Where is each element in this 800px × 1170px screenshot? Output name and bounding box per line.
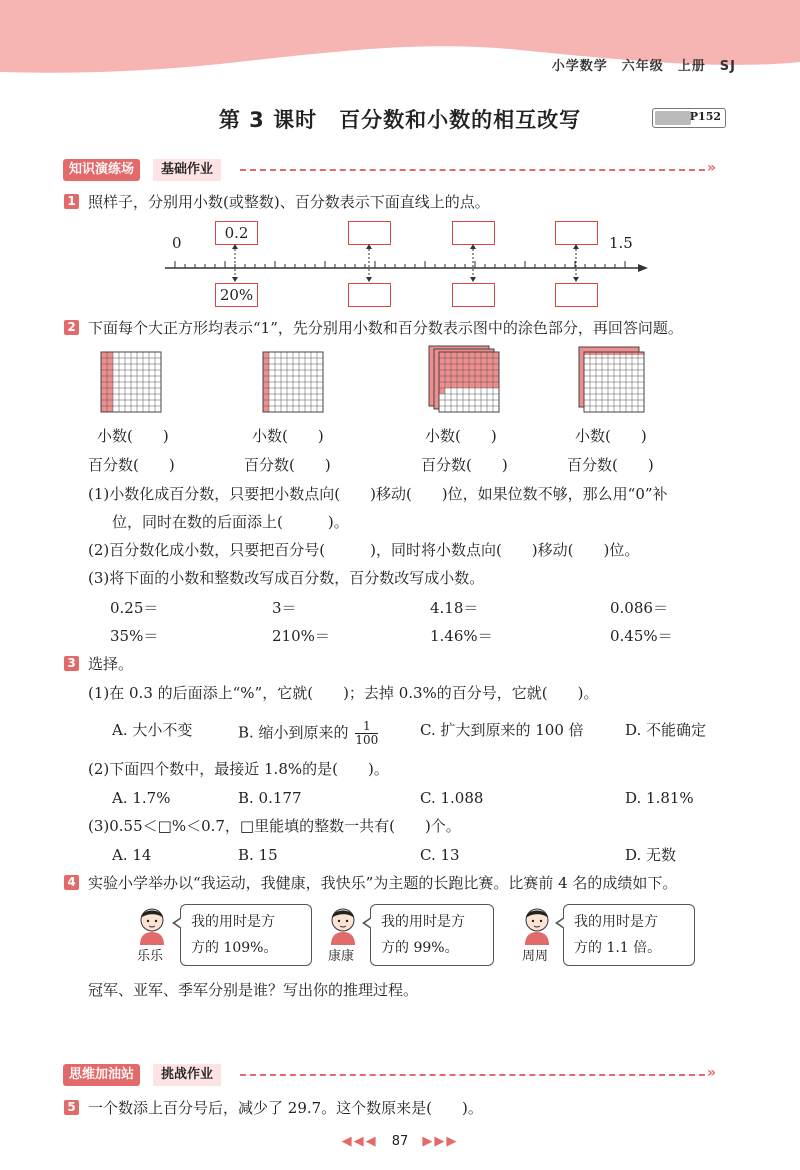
kid-name: 乐乐: [137, 949, 164, 964]
q2-sub3: (3)将下面的小数和整数改写成百分数，百分数改写成小数。: [88, 569, 485, 587]
conversion-item: 0.25＝: [110, 599, 159, 617]
option-d[interactable]: D. 不能确定: [625, 721, 707, 739]
decimal-blank-3[interactable]: 小数( ): [425, 427, 497, 445]
question-2-text: 下面每个大正方形均表示“1”，先分别用小数和百分数表示图中的涂色部分，再回答问题。: [88, 319, 683, 337]
conversion-item: 4.18＝: [430, 599, 479, 617]
q2-sub1-line1: (1)小数化成百分数，只要把小数点向( )移动( )位，如果位数不够，那么用“0”补: [88, 485, 668, 503]
question-number-3: 3: [64, 656, 79, 671]
next-arrows-icon: ▶▶▶: [422, 1134, 459, 1149]
section-divider: [240, 1074, 705, 1076]
grid-square-2: [262, 351, 324, 413]
option-a[interactable]: A. 14: [112, 846, 152, 864]
child-avatar-icon: [519, 905, 555, 947]
percent-blank-1[interactable]: 百分数( ): [88, 456, 175, 474]
decimal-blank-2[interactable]: 小数( ): [252, 427, 324, 445]
speech-bubble: [180, 904, 312, 966]
chevron-right-icon: »: [707, 1065, 717, 1081]
pointer-arrows: [0, 0, 800, 320]
child-avatar-icon: [134, 905, 170, 947]
answer-page: P152: [689, 110, 721, 123]
page-number: 87: [391, 1134, 409, 1149]
section-sub-challenge: 挑战作业: [153, 1064, 221, 1086]
section-tag-challenge: 思维加油站: [63, 1064, 140, 1086]
option-a[interactable]: A. 1.7%: [112, 789, 171, 807]
conversion-item: 210%＝: [272, 627, 330, 645]
example-percent-box: 20%: [215, 283, 258, 307]
child-avatar-icon: [325, 905, 361, 947]
bubble-line: 我的用时是方: [381, 914, 465, 930]
prev-arrows-icon: ◀◀◀: [341, 1134, 378, 1149]
speech-bubble: [563, 904, 695, 966]
option-b[interactable]: B. 15: [238, 846, 278, 864]
number-line-end: 1.5: [609, 234, 633, 252]
decimal-blank-4[interactable]: 小数( ): [575, 427, 647, 445]
fraction-denominator: 100: [355, 733, 379, 747]
option-d[interactable]: D. 1.81%: [625, 789, 694, 807]
book-meta: 小学数学 六年级 上册 SJ: [551, 59, 736, 74]
bubble-line: 我的用时是方: [191, 914, 275, 930]
question-number-4: 4: [64, 875, 79, 890]
conversion-item: 35%＝: [110, 627, 159, 645]
question-3-text: 选择。: [88, 655, 134, 673]
question-number-5: 5: [64, 1100, 79, 1115]
option-c[interactable]: C. 扩大到原来的 100 倍: [420, 721, 584, 739]
section-sub-basic: 基础作业: [153, 159, 221, 181]
bubble-line: 方的 109%。: [191, 940, 278, 956]
page-title: 第 3 课时 百分数和小数的相互改写: [218, 108, 582, 132]
speech-bubble: [370, 904, 494, 966]
q3-part2: (2)下面四个数中，最接近 1.8%的是( )。: [88, 760, 389, 778]
example-decimal-box: 0.2: [215, 221, 258, 245]
percent-blank-4[interactable]: 百分数( ): [567, 456, 654, 474]
q2-sub2: (2)百分数化成小数，只要把百分号( )，同时将小数点向( )移动( )位。: [88, 541, 640, 559]
option-a[interactable]: A. 大小不变: [112, 721, 193, 739]
bubble-line: 方的 1.1 倍。: [574, 940, 662, 956]
question-number-2: 2: [64, 320, 79, 335]
bubble-line: 方的 99%。: [381, 940, 459, 956]
conversion-item: 0.45%＝: [610, 627, 673, 645]
decimal-blank-1[interactable]: 小数( ): [97, 427, 169, 445]
number-line-start: 0: [172, 234, 182, 252]
option-c[interactable]: C. 1.088: [420, 789, 484, 807]
grid-square-1: [100, 351, 162, 413]
fraction-numerator: 1: [355, 720, 378, 734]
answer-area[interactable]: [88, 1005, 718, 1055]
option-b[interactable]: [238, 720, 378, 747]
option-b[interactable]: B. 0.177: [238, 789, 302, 807]
page-footer: [0, 1134, 800, 1149]
kid-name: 康康: [328, 949, 355, 964]
question-number-1: 1: [64, 194, 79, 209]
chevron-right-icon: »: [707, 160, 717, 176]
question-4-text: 实验小学举办以“我运动，我健康，我快乐”为主题的长跑比赛。比赛前 4 名的成绩如下。: [88, 874, 678, 892]
grid-square-4: [578, 346, 646, 414]
grid-square-3-stack: [428, 345, 504, 415]
conversion-item: 3＝: [272, 599, 297, 617]
conversion-item: 0.086＝: [610, 599, 668, 617]
question-5-text: 一个数添上百分号后，减少了 29.7。这个数原来是( )。: [88, 1099, 483, 1117]
question-4-prompt: 冠军、亚军、季军分别是谁？写出你的推理过程。: [88, 981, 419, 999]
percent-blank-2[interactable]: 百分数( ): [244, 456, 331, 474]
section-tag-practice: 知识演练场: [63, 159, 140, 181]
option-d[interactable]: D. 无数: [625, 846, 677, 864]
fraction: [355, 720, 378, 747]
question-1-text: 照样子，分别用小数(或整数)、百分数表示下面直线上的点。: [88, 193, 490, 211]
q3-part3: (3)0.55＜□%＜0.7，□里能填的整数一共有( )个。: [88, 817, 461, 835]
q3-part1: (1)在 0.3 的后面添上“%”，它就( )；去掉 0.3%的百分号，它就( )。: [88, 684, 599, 702]
q2-sub1-line2: 位，同时在数的后面添上( )。: [112, 513, 349, 531]
kid-name: 周周: [522, 949, 549, 964]
conversion-item: 1.46%＝: [430, 627, 493, 645]
option-b-label: B. 缩小到原来的: [238, 723, 349, 742]
bubble-line: 我的用时是方: [574, 914, 658, 930]
percent-blank-3[interactable]: 百分数( ): [421, 456, 508, 474]
option-c[interactable]: C. 13: [420, 846, 460, 864]
